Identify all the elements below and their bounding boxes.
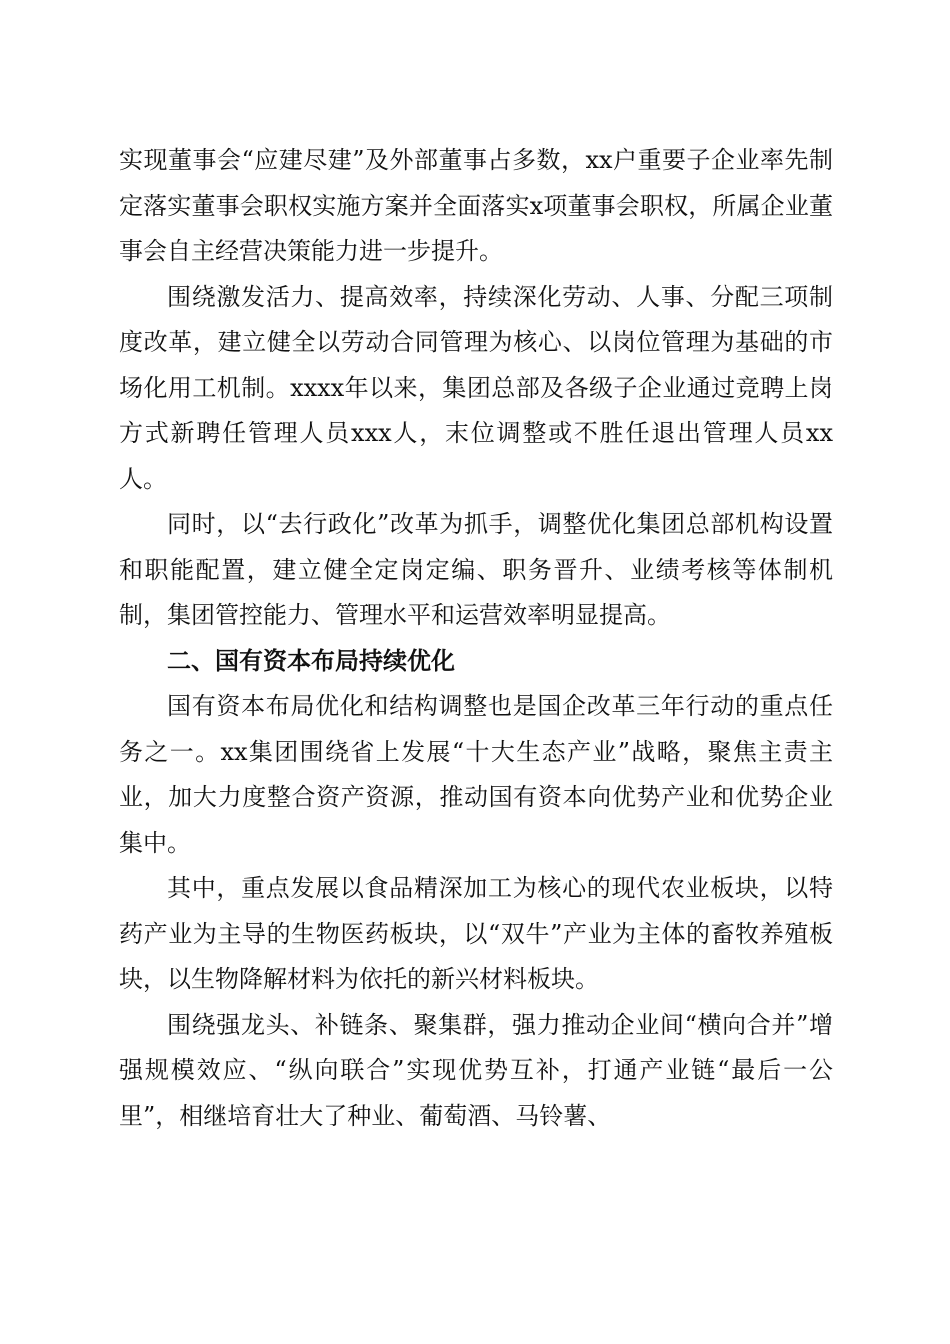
paragraph-4: 国有资本布局优化和结构调整也是国企改革三年行动的重点任务之一。xx集团围绕省上发展“十大生态产业”战略，聚焦主责主业，加大力度整合资产资源，推动国有资本向优势产业和优势企业集中。 — [119, 692, 833, 857]
document-body — [119, 138, 833, 1139]
paragraph-5: 其中，重点发展以食品精深加工为核心的现代农业板块，以特药产业为主导的生物医药板块，以“双牛”产业为主体的畜牧养殖板块，以生物降解材料为依托的新兴材料板块。 — [119, 874, 833, 993]
section-heading: 二、国有资本布局持续优化 — [167, 646, 455, 675]
paragraph-1: 实现董事会“应建尽建”及外部董事占多数，xx户重要子企业率先制定落实董事会职权实施方案并全面落实x项董事会职权，所属企业董事会自主经营决策能力进一步提升。 — [119, 146, 833, 265]
paragraph-3: 同时，以“去行政化”改革为抓手，调整优化集团总部机构设置和职能配置，建立健全定岗定编、职务晋升、业绩考核等体制机制，集团管控能力、管理水平和运营效率明显提高。 — [119, 510, 833, 629]
paragraph-2: 围绕激发活力、提高效率，持续深化劳动、人事、分配三项制度改革，建立健全以劳动合同管理为核心、以岗位管理为基础的市场化用工机制。xxxx年以来，集团总部及各级子企业通过竞聘上岗方式新聘任管理人员xxx人，末位调整或不胜任退出管理人员xx人。 — [119, 282, 833, 493]
paragraph-6: 围绕强龙头、补链条、聚集群，强力推动企业间“横向合并”增强规模效应、“纵向联合”实现优势互补，打通产业链“最后一公里”，相继培育壮大了种业、葡萄酒、马铃薯、 — [119, 1010, 833, 1130]
